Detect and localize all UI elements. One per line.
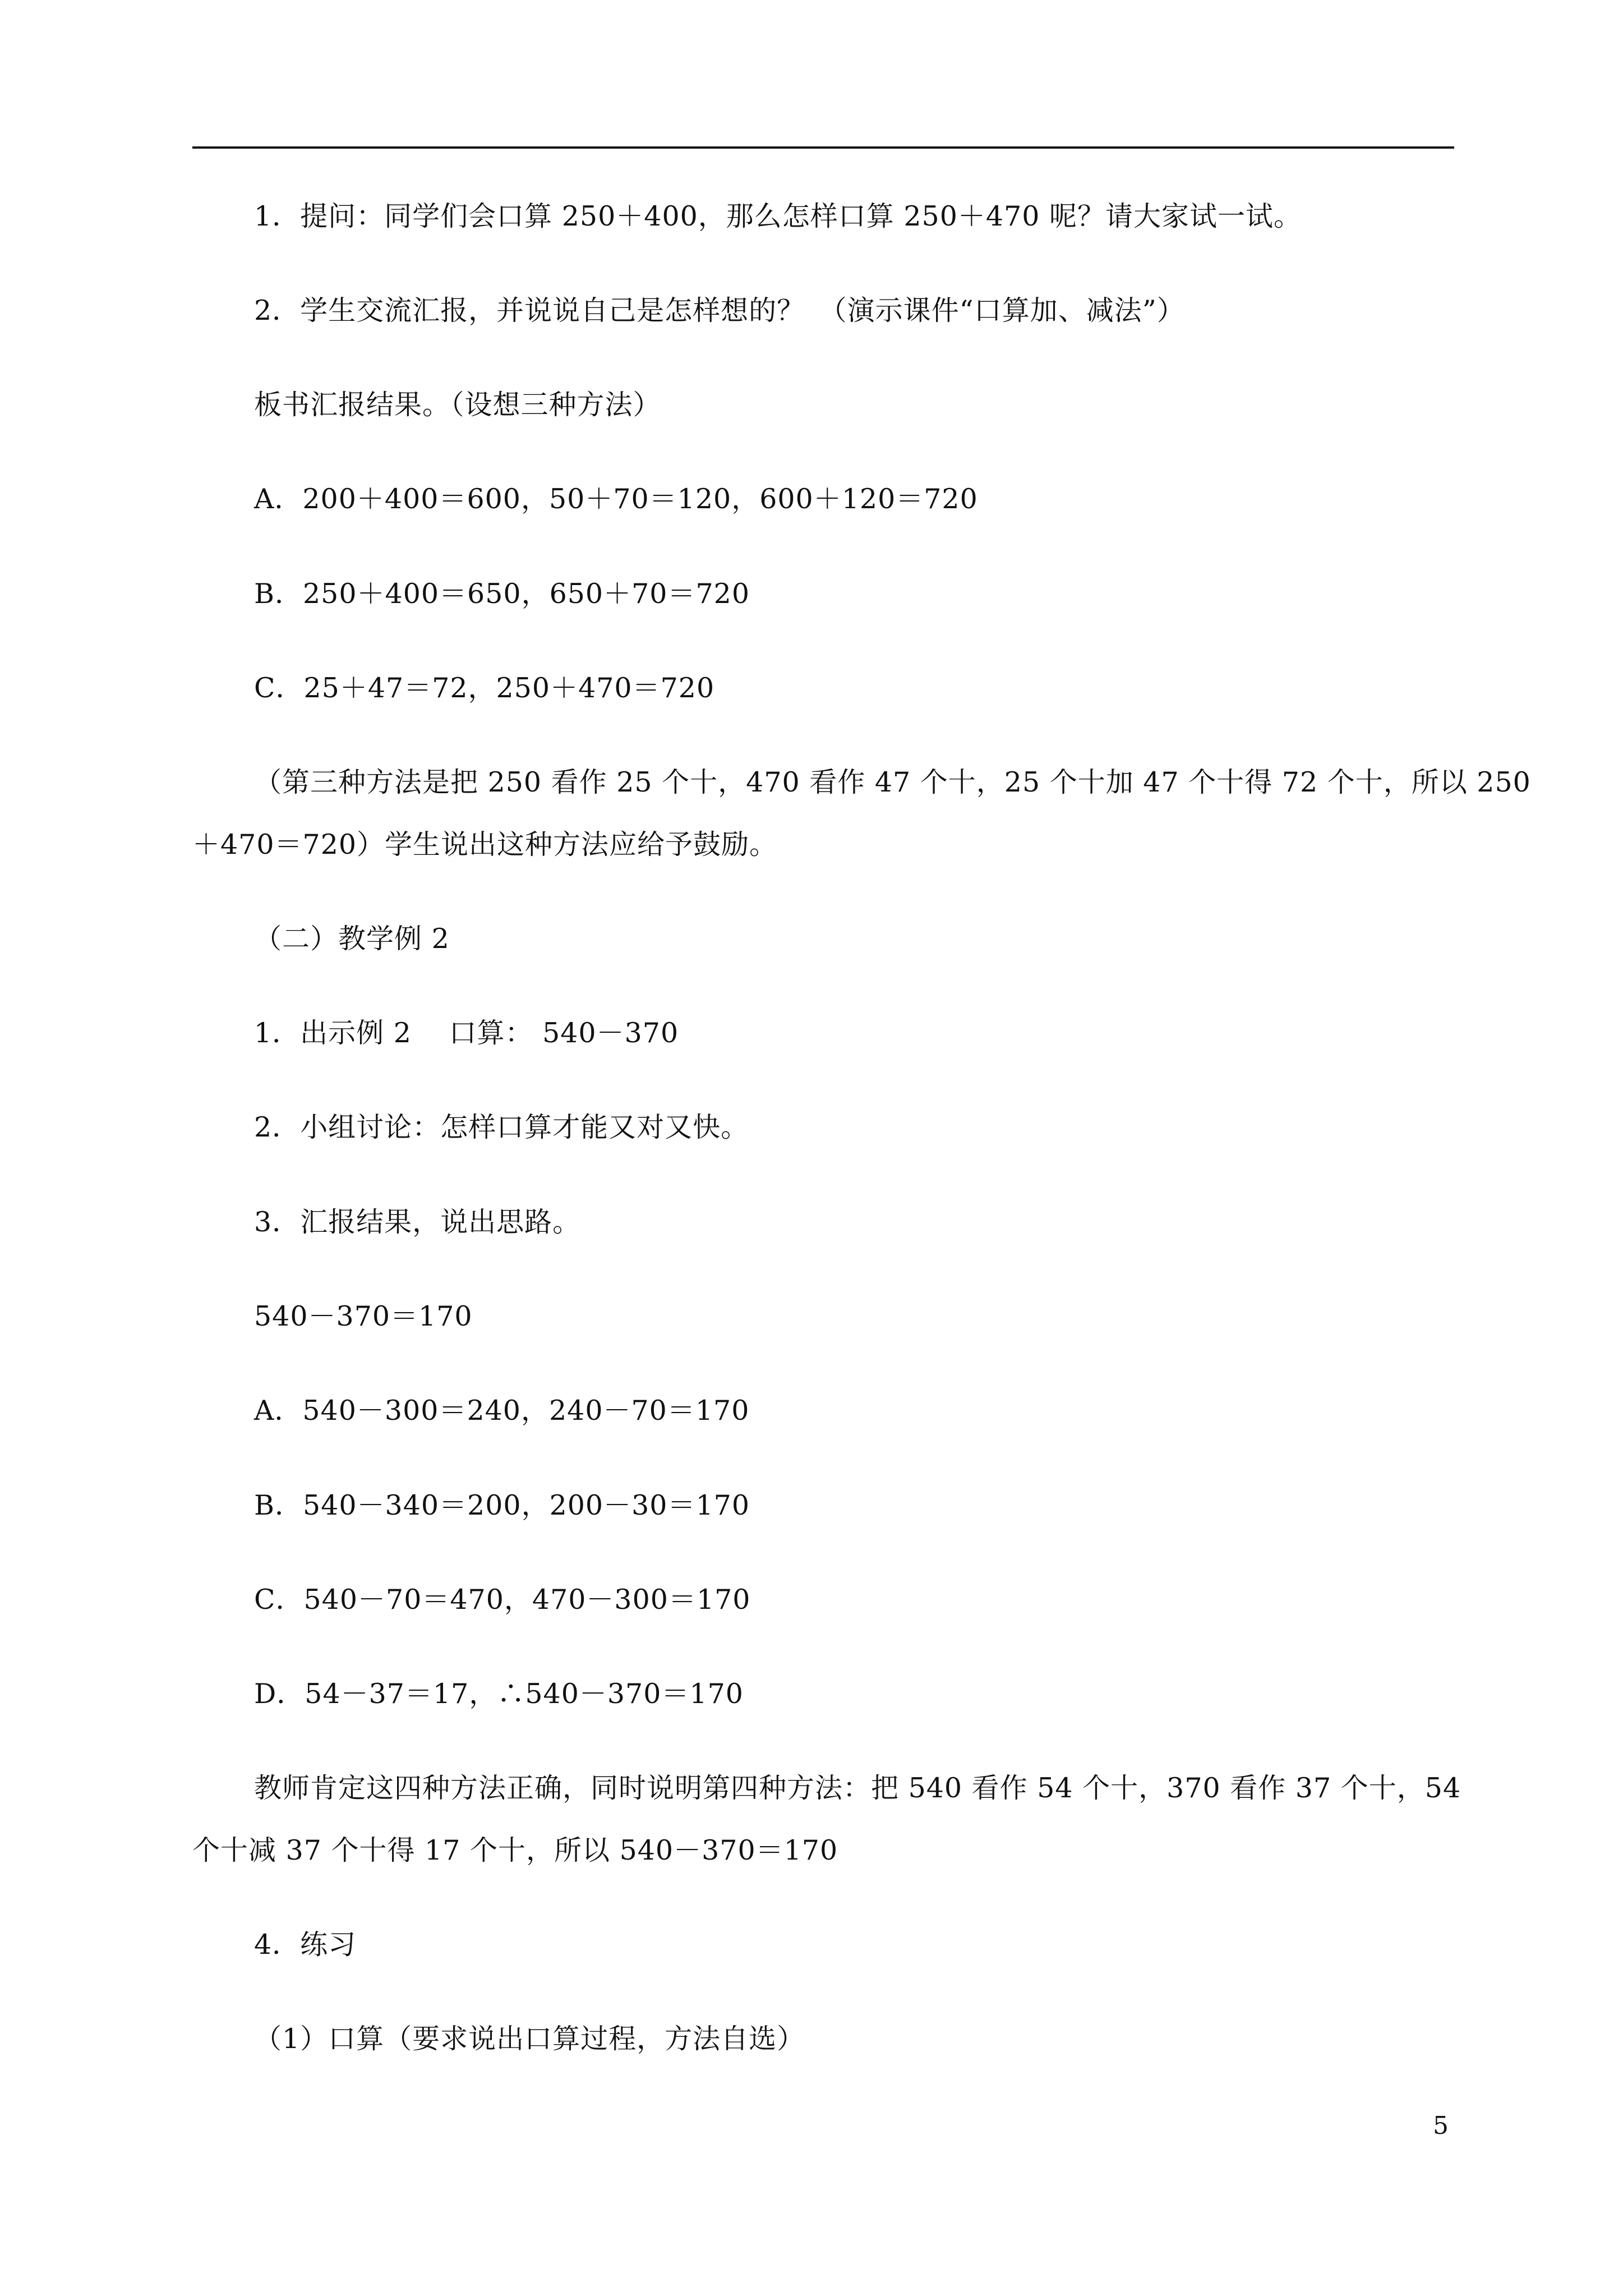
text-line-oral-calc: （1）口算（要求说出口算过程，方法自选） <box>254 2023 805 2055</box>
paragraph-line: （第三种方法是把 250 看作 25 个十，470 看作 47 个十，25 个十加 47 个十得 72 个十，所以 250 <box>254 766 1531 798</box>
text-line-equation: 540－370＝170 <box>254 1300 473 1332</box>
page-number: 5 <box>1433 2111 1449 2140</box>
text-line-results: 3．汇报结果，说出思路。 <box>254 1206 581 1238</box>
text-line-method-a2: A．540－300＝240，240－70＝170 <box>254 1395 750 1427</box>
text-line-question: 1．提问：同学们会口算 250＋400，那么怎样口算 250＋470 呢？请大家试一试。 <box>254 200 1302 232</box>
text-line-method-c: C．25＋47＝72，250＋470＝720 <box>254 672 715 704</box>
text-line-method-b: B．250＋400＝650，650＋70＝720 <box>254 578 750 610</box>
text-line-practice: 4．练习 <box>254 1929 357 1961</box>
text-line-discussion: 2．小组讨论：怎样口算才能又对又快。 <box>254 1111 749 1143</box>
text-line-show-example: 1．出示例 2 口算： 540－370 <box>254 1017 679 1049</box>
text-line-method-d2: D．54－37＝17，∴540－370＝170 <box>254 1678 744 1710</box>
paragraph-line: 个十减 37 个十得 17 个十，所以 540－370＝170 <box>192 1834 838 1866</box>
paragraph-line: ＋470＝720）学生说出这种方法应给予鼓励。 <box>192 829 778 861</box>
section-heading-example2: （二）教学例 2 <box>254 923 450 955</box>
text-line-method-b2: B．540－340＝200，200－30＝170 <box>254 1489 750 1521</box>
text-line-report: 2．学生交流汇报，并说说自己是怎样想的？ （演示课件“口算加、减法”） <box>254 295 1185 326</box>
text-line-method-a: A．200＋400＝600，50＋70＝120，600＋120＝720 <box>254 483 978 515</box>
paragraph-line: 教师肯定这四种方法正确，同时说明第四种方法：把 540 看作 54 个十，370 看作 37 个十，54 <box>254 1772 1461 1804</box>
text-line-method-c2: C．540－70＝470，470－300＝170 <box>254 1584 751 1616</box>
header-rule <box>192 146 1454 149</box>
text-line-board: 板书汇报结果。（设想三种方法） <box>254 389 661 421</box>
